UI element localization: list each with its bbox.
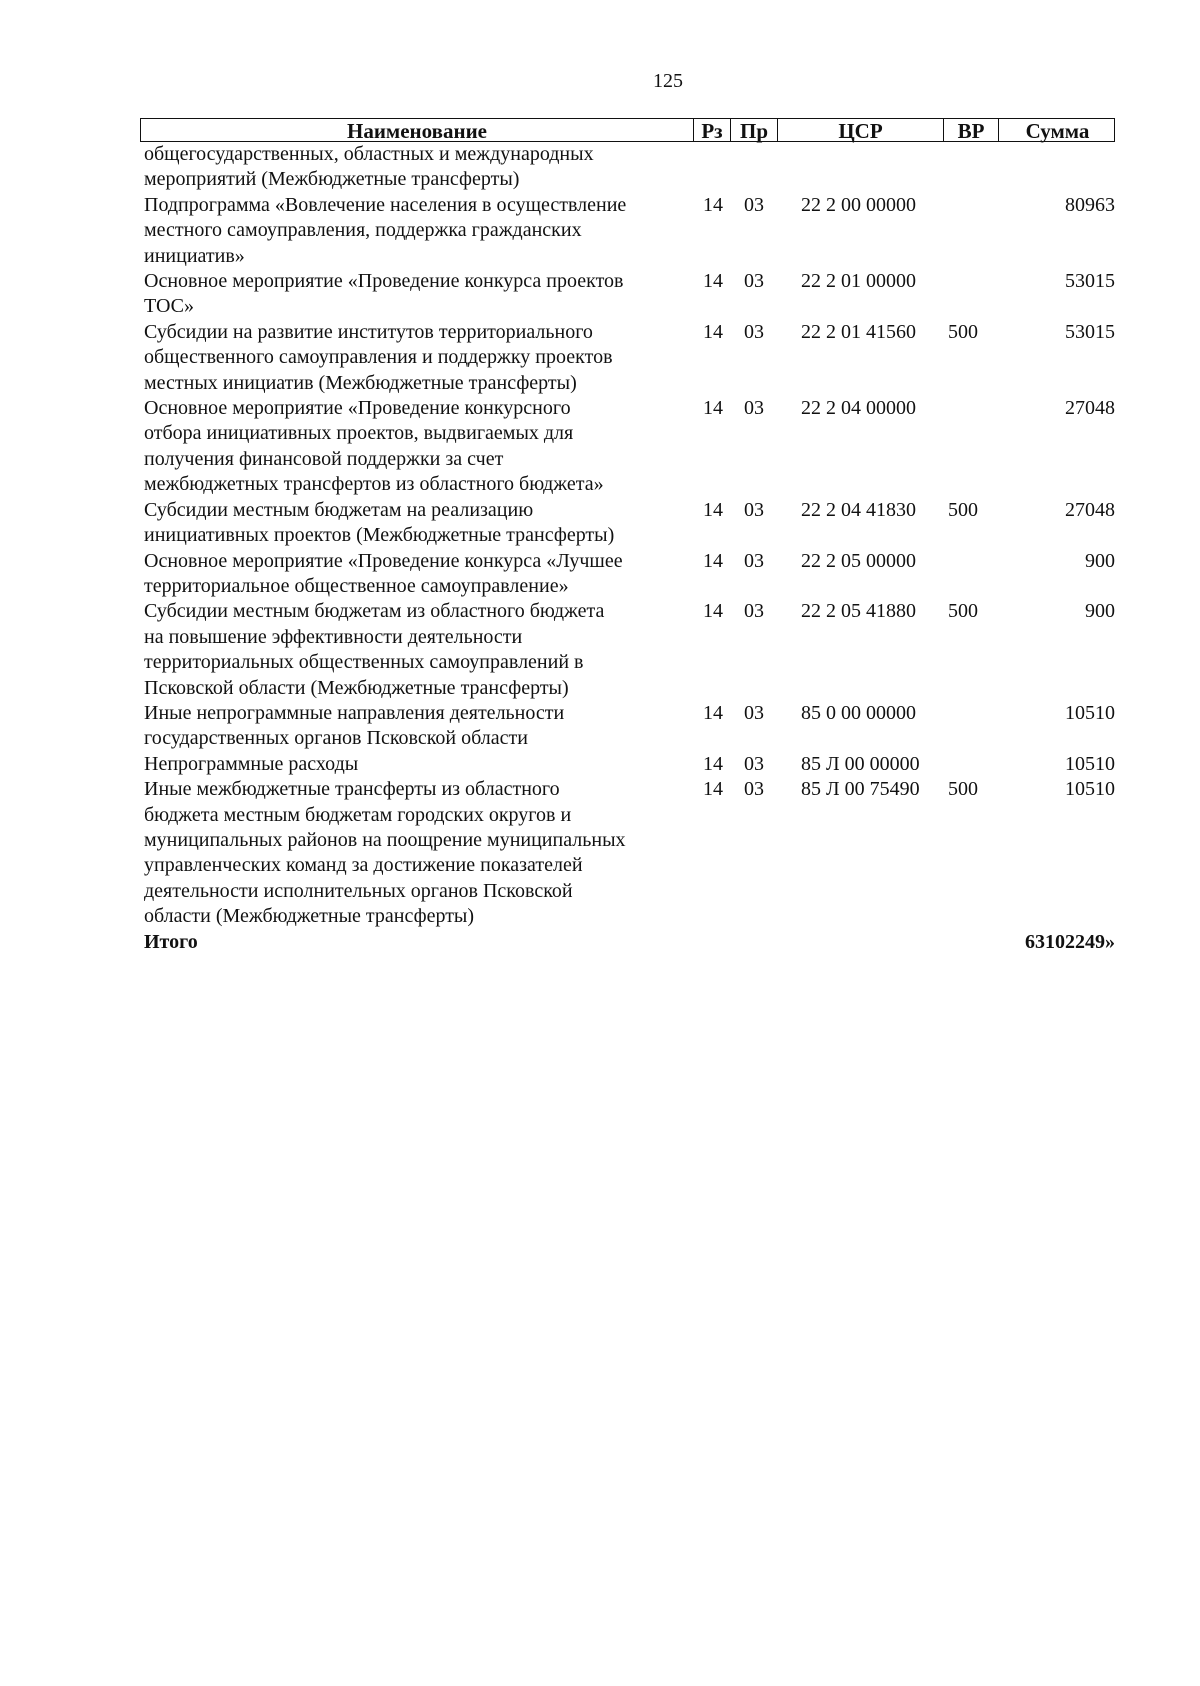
row-vr: 500 (948, 498, 978, 521)
table-row (140, 269, 1115, 320)
row-csr: 85 0 00 00000 (801, 701, 916, 724)
row-name-line: Псковской области (Межбюджетные трансферты) (144, 676, 569, 699)
table-row (140, 549, 1115, 600)
row-name-line: Основное мероприятие «Проведение конкурса «Лучшее (144, 549, 623, 572)
row-name-line: Основное мероприятие «Проведение конкурса проектов (144, 270, 624, 293)
row-csr: 85 Л 00 00000 (801, 752, 920, 775)
total-row (140, 930, 1115, 955)
total-label: Итого (144, 930, 198, 953)
table-row (140, 599, 1115, 701)
table-row (140, 752, 1115, 777)
row-csr: 22 2 05 00000 (801, 549, 916, 572)
row-name-line: Иные межбюджетные трансферты из областного (144, 778, 560, 801)
row-pr: 03 (744, 752, 764, 775)
row-name-line: Иные непрограммные направления деятельности (144, 701, 565, 724)
row-name-line: инициатив» (144, 244, 245, 267)
row-rz: 14 (703, 752, 723, 775)
row-rz: 14 (703, 397, 723, 420)
row-name-line: ТОС» (144, 295, 194, 318)
row-name-line: Непрограммные расходы (144, 752, 359, 775)
row-name-line: территориальных общественных самоуправлений в (144, 651, 584, 674)
row-name (140, 320, 684, 396)
row-pr: 03 (744, 193, 764, 216)
row-rz: 14 (703, 600, 723, 623)
row-rz: 14 (703, 320, 723, 343)
row-sum: 10510 (1065, 778, 1115, 801)
row-name (140, 142, 684, 193)
row-sum: 27048 (1065, 498, 1115, 521)
table-row (140, 498, 1115, 549)
row-rz: 14 (703, 701, 723, 724)
table-row (140, 320, 1115, 396)
row-csr: 22 2 00 00000 (801, 193, 916, 216)
row-name-line: мероприятий (Межбюджетные трансферты) (144, 168, 520, 191)
table-row (140, 777, 1115, 929)
row-name-line: местного самоуправления, поддержка гражданских (144, 219, 582, 242)
header-name: Наименование (347, 119, 487, 143)
row-sum: 27048 (1065, 397, 1115, 420)
row-name-line: области (Межбюджетные трансферты) (144, 905, 475, 928)
row-sum: 10510 (1065, 752, 1115, 775)
row-sum: 900 (1085, 549, 1115, 572)
row-name-line: муниципальных районов на поощрение муниципальных (144, 828, 626, 851)
table-row (140, 193, 1115, 269)
row-name (140, 269, 684, 320)
row-csr: 22 2 04 41830 (801, 498, 916, 521)
row-name-line: отбора инициативных проектов, выдвигаемых для (144, 422, 574, 445)
row-name-line: государственных органов Псковской области (144, 727, 528, 750)
row-name (140, 777, 684, 929)
row-name-line: управленческих команд за достижение показателей (144, 854, 583, 877)
row-rz: 14 (703, 549, 723, 572)
row-name-line: бюджета местным бюджетам городских округов и (144, 803, 572, 826)
row-pr: 03 (744, 600, 764, 623)
budget-table (140, 118, 1115, 955)
row-name-line: общегосударственных, областных и международных (144, 143, 594, 165)
header-vr: ВР (943, 119, 998, 141)
row-name (140, 701, 684, 752)
row-name-line: на повышение эффективности деятельности (144, 625, 523, 648)
row-name-line: общественного самоуправления и поддержку проектов (144, 346, 613, 369)
row-csr: 85 Л 00 75490 (801, 778, 920, 801)
row-pr: 03 (744, 778, 764, 801)
table-row (140, 701, 1115, 752)
row-sum: 53015 (1065, 320, 1115, 343)
row-rz: 14 (703, 270, 723, 293)
header-rz: Рз (693, 119, 730, 141)
row-pr: 03 (744, 701, 764, 724)
row-name (140, 599, 684, 701)
row-name-line: межбюджетных трансфертов из областного бюджета» (144, 473, 604, 496)
row-name-line: местных инициатив (Межбюджетные трансферты) (144, 371, 577, 394)
row-name (140, 193, 684, 269)
row-sum: 10510 (1065, 701, 1115, 724)
table-row (140, 396, 1115, 498)
row-pr: 03 (744, 498, 764, 521)
row-name (140, 498, 684, 549)
header-sum: Сумма (998, 119, 1116, 141)
header-pr: Пр (730, 119, 777, 141)
row-name-line: деятельности исполнительных органов Псковской (144, 879, 573, 902)
row-name-line: территориальное общественное самоуправление» (144, 574, 569, 597)
row-vr: 500 (948, 778, 978, 801)
row-sum: 80963 (1065, 193, 1115, 216)
table-body (140, 142, 1115, 930)
row-pr: 03 (744, 320, 764, 343)
row-name (140, 549, 684, 600)
row-name-line: Подпрограмма «Вовлечение населения в осуществление (144, 193, 627, 216)
row-pr: 03 (744, 397, 764, 420)
row-vr: 500 (948, 600, 978, 623)
page-number: 125 (653, 70, 683, 92)
row-rz: 14 (703, 193, 723, 216)
row-name-line: Субсидии местным бюджетам из областного бюджета (144, 600, 605, 623)
total-sum: 63102249» (1025, 930, 1115, 953)
row-csr: 22 2 01 00000 (801, 270, 916, 293)
row-name-line: получения финансовой поддержки за счет (144, 447, 504, 470)
row-csr: 22 2 01 41560 (801, 320, 916, 343)
row-name-line: Субсидии на развитие институтов территориального (144, 320, 593, 343)
table-header (140, 118, 1115, 142)
table-row (140, 142, 1115, 193)
row-name-line: инициативных проектов (Межбюджетные трансферты) (144, 524, 615, 547)
row-sum: 900 (1085, 600, 1115, 623)
row-sum: 53015 (1065, 270, 1115, 293)
row-pr: 03 (744, 270, 764, 293)
row-name-line: Субсидии местным бюджетам на реализацию (144, 498, 534, 521)
row-csr: 22 2 04 00000 (801, 397, 916, 420)
row-csr: 22 2 05 41880 (801, 600, 916, 623)
row-pr: 03 (744, 549, 764, 572)
row-rz: 14 (703, 498, 723, 521)
row-name-line: Основное мероприятие «Проведение конкурсного (144, 397, 571, 420)
row-vr: 500 (948, 320, 978, 343)
row-name (140, 396, 684, 498)
header-csr: ЦСР (777, 119, 943, 141)
row-name (140, 752, 684, 777)
row-rz: 14 (703, 778, 723, 801)
